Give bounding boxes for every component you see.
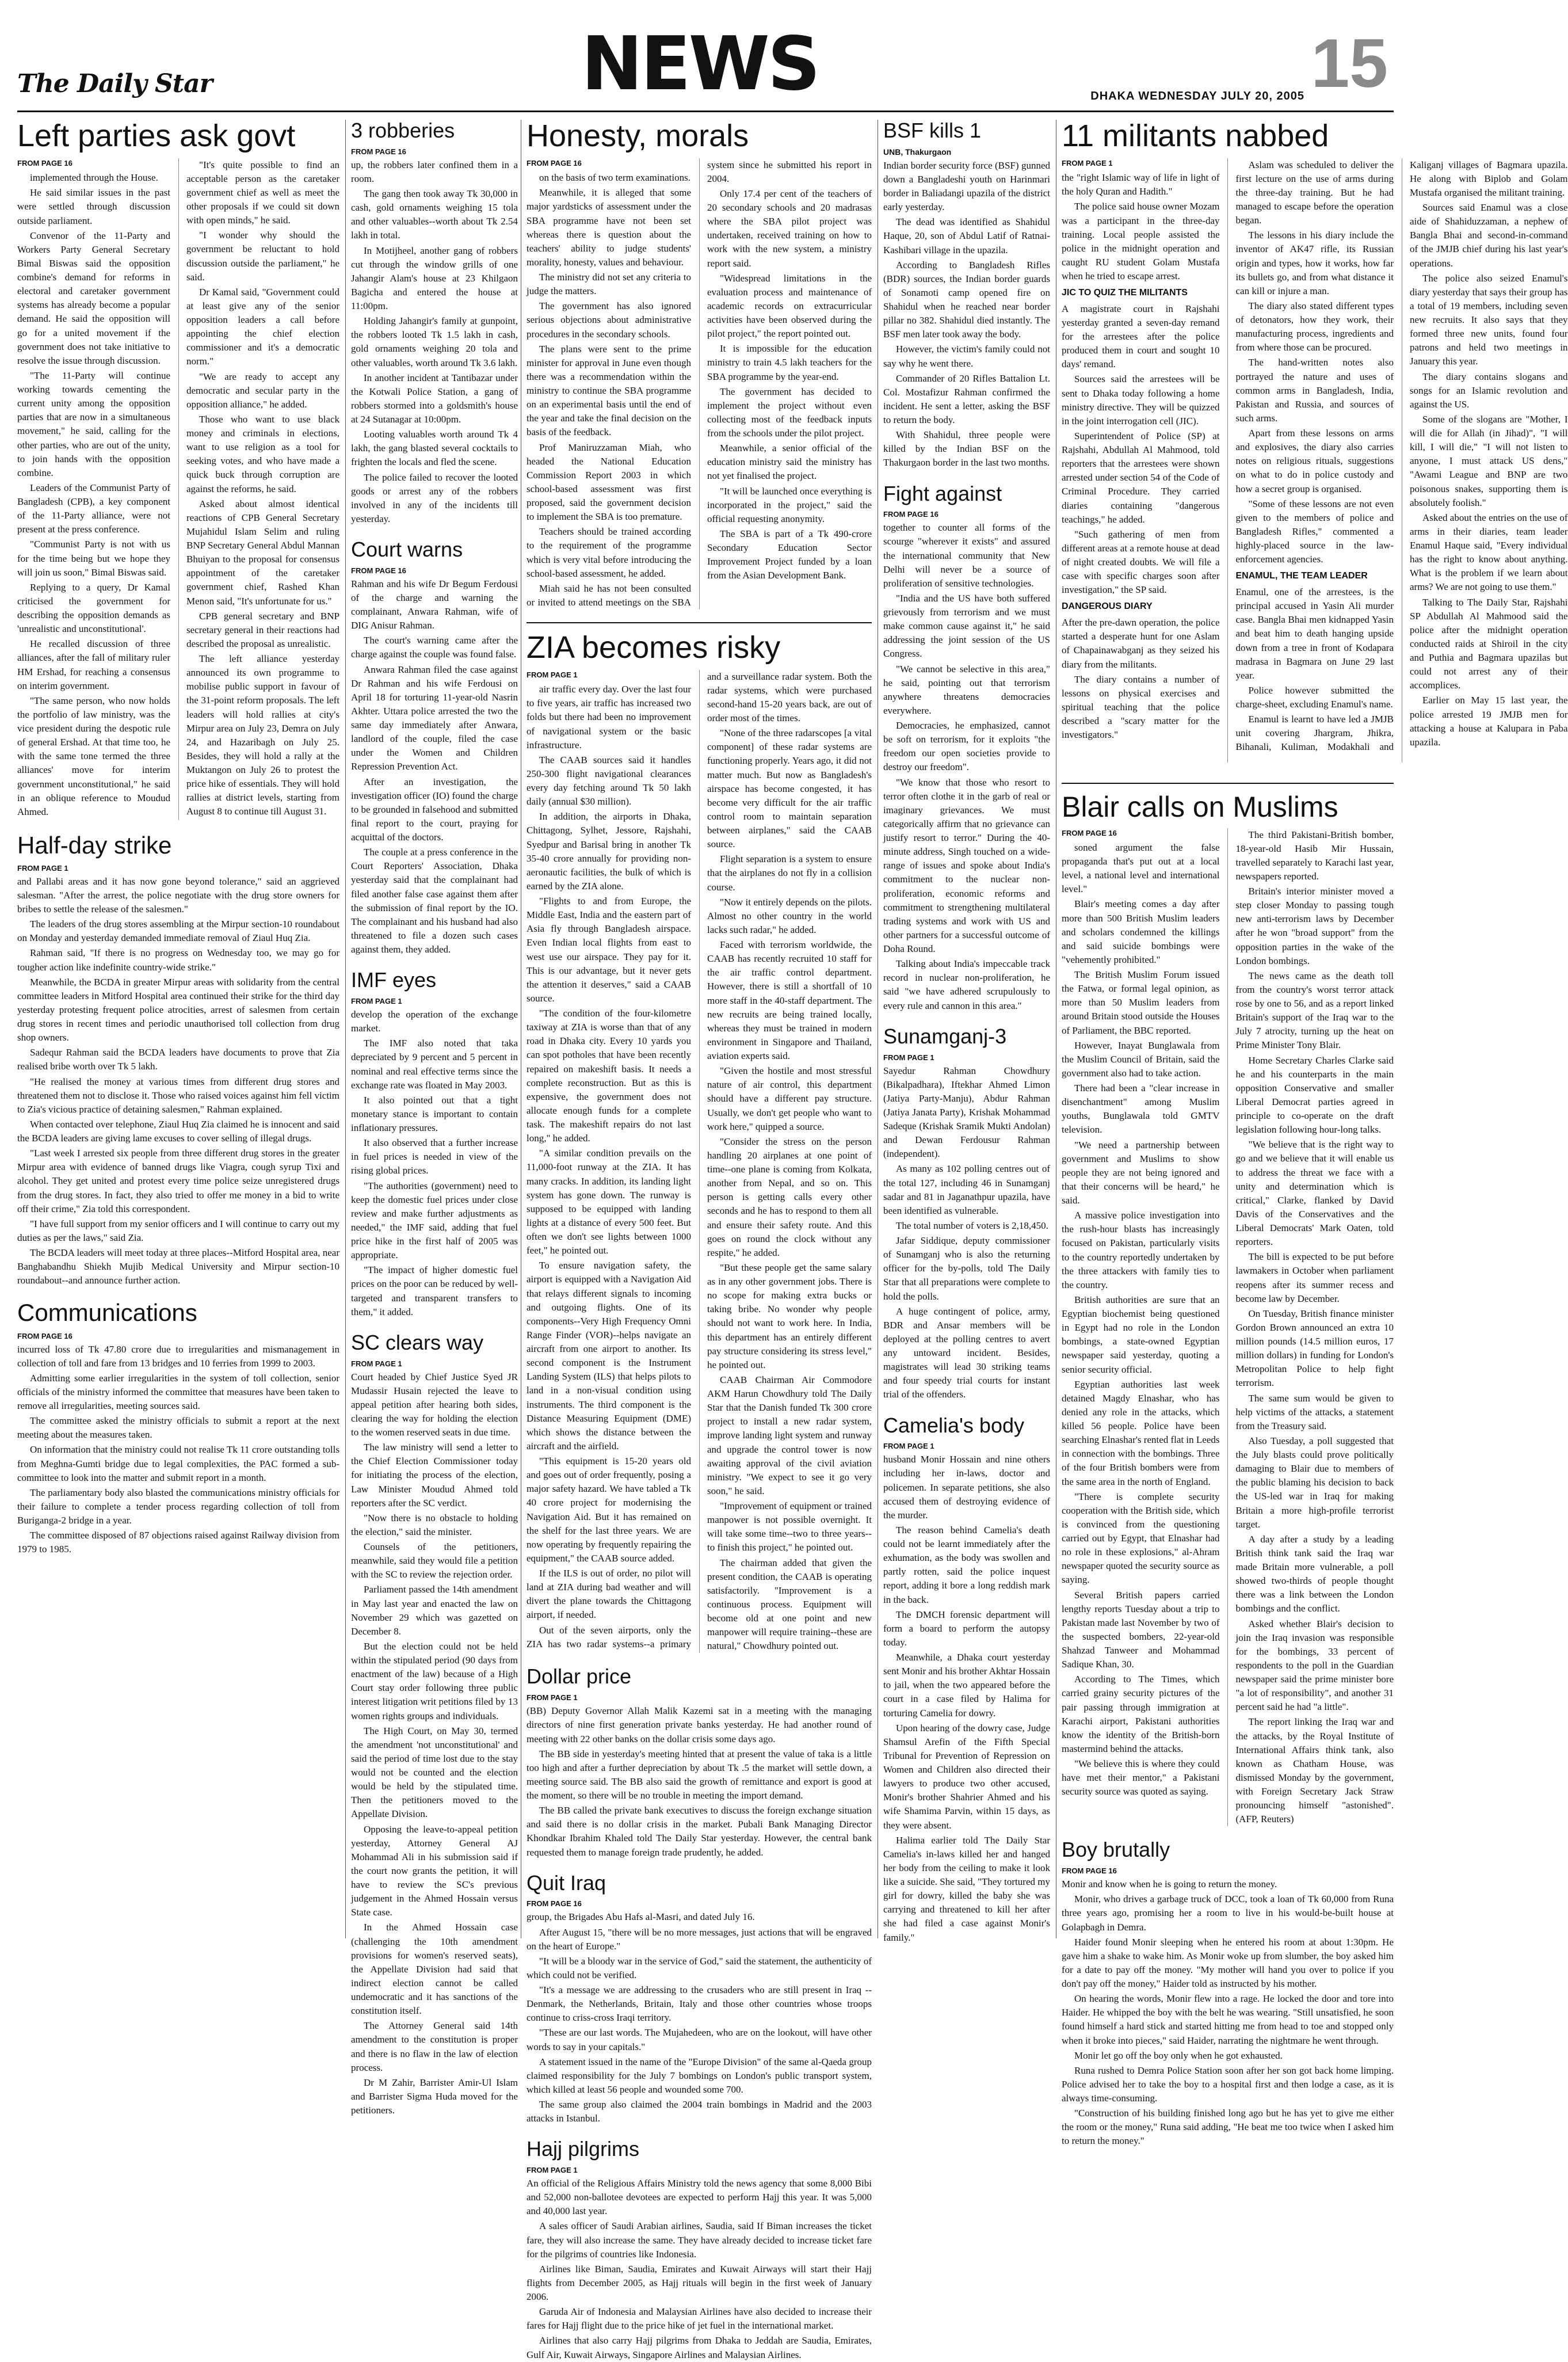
paragraph: "It's quite possible to find an acceptable person as the caretaker government chief as well as meet the other proposals if we could sit down with open minds," he said. — [186, 159, 339, 226]
story-body — [883, 521, 1050, 1012]
paragraph: Looting valuables worth around Tk 4 lakh, the gang blasted several cocktails to frighten the locals and fled the scene. — [351, 429, 518, 468]
story-body — [1062, 1877, 1394, 2148]
paragraph-group — [1062, 302, 1220, 597]
story-body — [527, 2177, 872, 2362]
paragraph: The police said house owner Mozam was a participant in the three-day training. Local people assisted the police in the midnight operation and caught RU student Golam Mustafa when he tried to escape arrest. — [1062, 201, 1220, 282]
paragraph: The reason behind Camelia's death could not be learnt immediately after the exhumation, as the body was swollen and partly rotten, said the police inquest report, adding it bore a long reddish mark in the back. — [883, 1524, 1050, 1605]
paragraph: incurred loss of Tk 47.80 crore due to irregularities and mismanagement in collection of toll and fare from 13 bridges and 10 ferries from 1999 to 2003. — [17, 1343, 339, 1369]
paragraph: The parliamentary body also blasted the communications ministry officials for their failure to complete a tender process regarding collection of toll from Buriganga-2 bridge in a year. — [17, 1487, 339, 1526]
paragraph: The ministry did not set any criteria to judge the matters. — [527, 272, 691, 297]
paragraph: "It's a message we are addressing to the crusaders who are still present in Iraq -- Denmark, the Netherlands, Britain, Italy and those other countries whose troops continue to criss-cross Iraqi territory. — [527, 1984, 872, 2024]
paragraph: The gang then took away Tk 30,000 in cash, gold ornaments weighing 15 tola and other valuables--worth about Tk 2.54 lakh in total. — [351, 188, 518, 241]
paragraph: "India and the US have both suffered grievously from terrorism and we must make common cause against it," he said addressing the joint session of the US Congress. — [883, 592, 1050, 660]
column-fourth — [883, 120, 1050, 1941]
paragraph: Talking to The Daily Star, Rajshahi SP Abdullah Al Mahmood said the police after the midnight operation conducted raids at Shiroil in the city and Puthia and Bagmara upazilas but could not arrest any of their accomplices. — [1410, 596, 1568, 691]
paragraph: Asked about the entries on the use of arms in their diaries, team leader Enamul Haque said, "Every individual has the right to know about anything. What is the problem if we learn about arms? We are not going to use them." — [1410, 512, 1568, 593]
paragraph: Jafar Siddique, deputy commissioner of Sunamganj who is also the returning officer for the by-polls, told The Daily Star that all preparations were complete to hold the polls. — [883, 1235, 1050, 1302]
paragraph: Opposing the leave-to-appeal petition yesterday, Attorney General AJ Mohammad Ali in his submission said if the court now grants the petition, it will have to review the SC's previous judgement in the Ahmed Hossain versus State case. — [351, 1823, 518, 1918]
paragraph: The BB side in yesterday's meeting hinted that at present the value of taka is a little too high and after a further depreciation by about Tk .5 the market will settle down, a meeting source said. The BB also said the growth of remittance and export is good at the moment, so there will be no trouble in meeting the import demand. — [527, 1748, 872, 1801]
paragraph: "We believe that is the right way to go and we believe that it will enable us to address the threat we face with a unity and determination which is critical," Clarke, flanked by David Davis of the Conservatives and the Liberal Democrats' Mark Oaten, told reporters. — [1235, 1139, 1394, 1248]
paragraph: However, the victim's family could not say why he went there. — [883, 344, 1050, 369]
subhead: DANGEROUS DIARY — [1062, 601, 1153, 612]
paragraph: The government has decided to implement the project without even collecting most of the feedback inputs from the schools under the pilot project. — [707, 386, 872, 439]
paragraph: Indian border security force (BSF) gunned down a Bangladeshi youth on Harinmari border in Baliadangi upazila of the district early yesterday. — [883, 159, 1050, 213]
paragraph: Prof Maniruzzaman Miah, who headed the National Education Commission Report 2003 in which school-based assessment was first proposed, said the government decision to implement the SBA is too premature. — [527, 441, 691, 523]
from-page: FROM PAGE 1 — [351, 1359, 402, 1368]
paragraph: According to Bangladesh Rifles (BDR) sources, the Indian border guards of Sonamoti camp opened fire on Shahidul when he reached near border pillar no 382. Shahidul died instantly. The BSF men later took away the body. — [883, 259, 1050, 340]
paragraph: "Construction of his building finished long ago but he has yet to give me either the room or the money," Runa said adding, "He beat me too twice when I asked him to return the money." — [1062, 2108, 1394, 2147]
paragraph: Leaders of the Communist Party of Bangladesh (CPB), a key component of the 11-Party alliance, were not present at the press conference. — [17, 482, 170, 535]
story-boy-brutally — [1062, 1839, 1394, 2148]
paragraph: "I have full support from my senior officers and I will continue to carry out my duties as per the laws," said Zia. — [17, 1218, 339, 1243]
from-page: FROM PAGE 16 — [527, 1899, 582, 1908]
paragraph: Monir, who drives a garbage truck of DCC, took a loan of Tk 60,000 from Runa three years ago, promising her a room to live in his would-be-built house at Golapbagh in Demra. — [1062, 1894, 1394, 1933]
story-body — [883, 1064, 1050, 1402]
headline: ZIA becomes risky — [527, 630, 781, 665]
story-body — [351, 1370, 518, 2118]
story-honesty-morals — [527, 120, 872, 609]
paragraph: Several British papers carried lengthy reports Tuesday about a trip to Pakistan made last November by two of the suspected bombers, 22-year-old Shahzad Tanweer and Mohammad Sadique Khan, 30. — [1062, 1589, 1220, 1670]
paragraph: The DMCH forensic department will form a board to perform the autopsy today. — [883, 1609, 1050, 1648]
paragraph: A statement issued in the name of the "Europe Division" of the same al-Qaeda group claimed responsibility for the July 7 bombings on London's public transport system, which killed at least 56 people and wounded some 700. — [527, 2056, 872, 2095]
paragraph: Meanwhile, the BCDA in greater Mirpur areas with solidarity from the central committee leaders in Mitford Hospital area continued their strike for the third day yesterday protesting frequent police atrocities, arrest of salesmen from certain drug stores in recent times and periodic unauthorised toll collection from drug shop owners. — [17, 976, 339, 1043]
paragraph: Miah said he has not been consulted or invited to attend meetings on the SBA system since he submitted his report in 2004. — [527, 159, 872, 608]
paragraph: Only 17.4 per cent of the teachers of 20 secondary schools and 20 madrasas where the SBA pilot project was undertaken, received training on how to work with the new system, a ministry report said. — [707, 188, 872, 269]
from-page: FROM PAGE 1 — [17, 863, 68, 873]
paragraph: It also pointed out that a tight monetary stance is important to contain inflationary pressures. — [351, 1094, 518, 1134]
paragraph: Sources said Enamul was a close aide of Shahiduzzaman, a nephew of Bangla Bhai and second-in-command of the JMJB chief during his last year's operations. — [1410, 202, 1568, 269]
column-center — [527, 119, 872, 2360]
subhead: ENAMUL, THE TEAM LEADER — [1235, 571, 1368, 581]
paragraph: The SBA is part of a Tk 490-crore Secondary Education Sector Improvement Project funded by a loan from the Asian Development Bank. — [707, 528, 872, 581]
paragraph: Egyptian authorities last week detained Magdy Elnashar, who has denied any role in the attacks, which killed 56 people. Police have been searching Elnashar's rented flat in Leeds in connection with the bombings. Three of the four British bombers were from the same area in the north of England. — [1062, 1378, 1220, 1487]
paragraph: develop the operation of the exchange market. — [351, 1009, 518, 1034]
paragraph: An official of the Religious Affairs Ministry told the news agency that some 8,000 Bibi and 52,000 non-ballotee devotees are expected to perform Hajj this year. It was 5,000 and 40,000 last year. — [527, 2178, 872, 2217]
paragraph: The government has also ignored serious objections about administrative procedures in the secondary schools. — [527, 300, 691, 340]
paragraph: A huge contingent of police, army, BDR and Ansar members will be deployed at the polling centres to avert any untoward incident. Besides, magistrates will lead 30 striking teams and four speedy trial courts for instant trial of the offenders. — [883, 1305, 1050, 1400]
headline: Court warns — [351, 538, 463, 562]
story-zia-risky — [527, 631, 872, 1653]
story-fight-against — [883, 483, 1050, 1013]
story-left-parties — [17, 120, 339, 820]
paragraph: The third Pakistani-British bomber, 18-year-old Hasib Mir Hussain, travelled separately to Karachi last year, newspapers reported. — [1235, 829, 1394, 882]
paragraph: Monir and know when he is going to return the money. — [1062, 1879, 1277, 1890]
story-body — [527, 158, 872, 609]
paragraph: implemented through the House. — [30, 172, 158, 184]
headline: 11 militants nabbed — [1062, 119, 1329, 153]
paragraph: On Tuesday, British finance minister Gordon Brown announced an extra 10 million pounds (14.5 million euros, 17 million dollars) in funding for London's Metropolitan Police to help fight terrorism. — [1235, 1308, 1394, 1389]
paragraph: "We believe this is where they could have met their mentor," a Pakistani security source was quoted as saying. — [1062, 1758, 1220, 1797]
story-communications — [17, 1300, 339, 1556]
headline: Camelia's body — [883, 1413, 1024, 1437]
paragraph: "This equipment is 15-20 years old and goes out of order frequently, posing a major safety hazard. We have tabled a Tk 40 crore project for modernising the Navigation Aid. But it has remained on the shelf for the last three years. We are now operating by frequently repairing the equipment," the CAAB source added. — [527, 1456, 691, 1564]
paragraph: Court headed by Chief Justice Syed JR Mudassir Husain rejected the leave to appeal petition after hearing both sides, clearing the way for holding the election to the women reserved seats in due time. — [351, 1371, 518, 1438]
paragraph: Haider found Monir sleeping when he entered his room at about 1:30pm. He gave him a shake to wake him. As Monir woke up from slumber, the boy asked him for a date to pay off the money. "My mother will hand you over to police if you don't pay off the money," Haider told as instructed by his mother. — [1062, 1936, 1394, 1990]
paragraph: "Such gathering of men from different areas at a remote house at dead of night created doubts. We will file a case with specific charges soon after investigation," the SP said. — [1062, 528, 1220, 596]
paragraph: Commander of 20 Rifles Battalion Lt. Col. Mostafizur Rahman confirmed the incident. He sent a letter, asking the BSF to return the body. — [883, 372, 1050, 426]
paragraph: Rahman said, "If there is no progress on Wednesday too, we may go for tougher action like indefinite country-wide strike." — [17, 947, 339, 973]
story-body — [527, 670, 872, 1654]
headline: Hajj pilgrims — [527, 2137, 640, 2161]
paragraph: Holding Jahangir's family at gunpoint, the robbers looted Tk 1.5 lakh in cash, gold ornaments weighing 20 tola and other valuables, worth around Tk 3.6 lakh. — [351, 315, 518, 368]
paragraph: The court's warning came after the charge against the couple was found false. — [351, 635, 518, 660]
paragraph: A day after a study by a leading British think tank said the Iraq war made Britain more vulnerable, a poll showed two-thirds of people thought there was a link between the London bombings and the conflict. — [1235, 1533, 1394, 1614]
paragraph: There had been a "clear increase in disenchantment" among Muslim youths, Bunglawala told GMTV television. — [1062, 1083, 1220, 1136]
headline: Quit Iraq — [527, 1870, 606, 1895]
story-hajj-pilgrims — [527, 2138, 872, 2361]
headline: Fight against — [883, 481, 1002, 505]
paragraph: Counsels of the petitioners, meanwhile, said they would file a petition with the SC to review the rejection order. — [351, 1541, 518, 1580]
paragraph: up, the robbers later confined them in a room. — [351, 159, 518, 184]
paragraph: A sales officer of Saudi Arabian airlines, Saudia, said If Biman increases the ticket fare, they will also increase the same. They have already decided to increase ticket fare for the pilgrims of countries like Indonesia. — [527, 2220, 872, 2260]
paragraph: The plans were sent to the prime minister for approval in June even though there was a recommendation within the ministry to continue the SBA programme on an experimental basis until the end of the year and take the final decision on the basis of the feedback. — [527, 343, 691, 438]
paragraph: After an investigation, the investigation officer (IO) found the charge to be grounded in falsehood and submitted final report to the court, praying for acquittal of the doctors. — [351, 776, 518, 843]
story-dollar-price — [527, 1666, 872, 1859]
paragraph: Democracies, he emphasized, cannot be soft on terrorism, for it exploits "the freedom our open societies provide to destroy our freedom". — [883, 720, 1050, 773]
from-page: FROM PAGE 1 — [527, 670, 578, 679]
story-body — [1062, 828, 1394, 1827]
paragraph: "Flights to and from Europe, the Middle East, India and the eastern part of Asia fly through Bangladesh airspace. Even Indian local flights from east to west use our airspace. They pay for it. This is our advantage, but it never gets the attention it deserves," said a CAAB source. — [527, 896, 691, 1004]
headline: BSF kills 1 — [883, 119, 982, 142]
paragraph: (BB) Deputy Governor Allah Malik Kazemi sat in a meeting with the managing directors of nine first generation private banks yesterday. He had another round of meeting with 22 other banks on the dollar crisis some days ago. — [527, 1705, 872, 1744]
story-body — [17, 158, 339, 820]
paragraph: The same group also claimed the 2004 train bombings in Madrid and the 2003 attacks in Istanbul. — [527, 2099, 872, 2124]
paragraph: "We cannot be selective in this area," he said, pointing out that terrorism anywhere threatens democracies everywhere. — [883, 663, 1050, 716]
paragraph: Convenor of the 11-Party and Workers Party General Secretary Bimal Biswas said the opposition combine's demand for reforms in electoral and caretaker government systems has already become a popular demand. He said the opposition will go for a united movement if the government does not take initiative to resolve the issue through discussion. — [17, 230, 170, 366]
paragraph: soned argument the false propaganda that's put out at a local level, a national level and international level." — [1062, 841, 1220, 895]
story-bsf-kills — [883, 120, 1050, 470]
from-page: FROM PAGE 16 — [883, 510, 938, 519]
paragraph: "But these people get the same salary as in any other government jobs. There is no scope for making extra bucks or taking bribe. No wonder why people should not want to work here. In India, this department has an entirely different pay structure considering its stress level," he pointed out. — [707, 1262, 872, 1370]
paragraph: The report linking the Iraq war and the attacks, by the Royal Institute of International Affairs think tank, also known as Chatham House, was dismissed Monday by the government, with Foreign Secretary Jack Straw pronouncing himself "astonished". (AFP, Reuters) — [1235, 1716, 1394, 1825]
paragraph: Halima earlier told The Daily Star Camelia's in-laws killed her and hanged her body from the ceiling to make it look like a suicide. She said, "They tortured my girl for dowry, killed the baby she was carrying and threatened to kill her after she had filed a case against Monir's family." — [883, 1834, 1050, 1943]
story-body — [883, 159, 1050, 470]
paragraph: He said similar issues in the past were settled through discussion outside parliament. — [17, 187, 170, 226]
paragraph: Replying to a query, Dr Kamal criticised the government for describing the opposition demands as 'unrealistic and unconstitutional'. — [17, 581, 170, 635]
story-body — [17, 875, 339, 1288]
paragraph: However, Inayat Bunglawala from the Muslim Council of Britain, said the government also had to take action. — [1062, 1039, 1220, 1079]
paragraph: Talking about India's impeccable track record in nuclear non-proliferation, he said "we have adhered scrupulously to every rule and cannon in this area." — [883, 958, 1050, 1011]
paragraph: Garuda Air of Indonesia and Malaysian Airlines have also decided to increase their fares for Hajj flight due to the price hike of jet fuel in the international market. — [527, 2306, 872, 2331]
paragraph: "There is complete security cooperation with the British side, which is convinced from the questioning carried out by Egypt, that Elnashar had no role in these explosions," al-Ahram newspaper quoted the security source as saying. — [1062, 1491, 1220, 1586]
paragraph: husband Monir Hossain and nine others including her in-laws, doctor and policemen. In separate petitions, she also accused them of destroying evidence of the murder. — [883, 1454, 1050, 1521]
paragraph: Some of the slogans are "Mother, I will die for Allah (in Jihad)", "I will kill, I will die," "I will not listen to anyone, I must attack US dens," "Awami League and BNP are two poisonous snakes, supporting them is absolutely foolish." — [1410, 413, 1568, 508]
story-half-day-strike — [17, 833, 339, 1288]
paragraph: "I wonder why should the government be reluctant to hold discussion outside the parliament," he said. — [186, 230, 339, 283]
paragraph: Teachers should be trained according to the requirement of the programme which is very vital before introducing the school-based assessment, he added. — [527, 526, 691, 579]
paragraph: and Pallabi areas and it has now gone beyond tolerance," said an aggrieved salesman. "After the arrest, the police negotiate with the drug store owners for bribes to settle the release of the salesmen." — [17, 875, 339, 915]
paragraph: It is impossible for the education ministry to train 4.5 lakh teachers for the SBA programme by the year-end. — [707, 343, 872, 382]
paragraph: Meanwhile, a Dhaka court yesterday sent Monir and his brother Akhtar Hossain to jail, when the two appeared before the court in a case filed by Halima for torturing Camelia for dowry. — [883, 1652, 1050, 1719]
paragraph: on the basis of two term examinations. — [539, 172, 690, 184]
story-eleven-militants — [1062, 119, 1568, 770]
paragraph: When contacted over telephone, Ziaul Huq Zia claimed he is innocent and said the BCDA leaders are giving lame excuses to cover selling of illegal drugs. — [17, 1118, 339, 1144]
paragraph: The total number of voters is 2,18,450. — [896, 1220, 1048, 1231]
paragraph: Rahman and his wife Dr Begum Ferdousi of the charge and warning the complainant, Anwara Rahman, wife of DIG Anisur Rahman. — [351, 578, 518, 631]
paragraph: "The authorities (government) need to keep the domestic fuel prices under close review and make further adjustments as needed," the IMF said, adding that fuel price hike in the first half of 2005 was appropriate. — [351, 1180, 518, 1261]
paragraph: Airlines that also carry Hajj pilgrims from Dhaka to Jeddah are Saudia, Emirates, Gulf Air, Kuwait Airways, Singapore Airlines and Malaysian Airlines. — [527, 2335, 872, 2360]
paragraph: In addition, the airports in Dhaka, Chittagong, Sylhet, Jessore, Rajshahi, Syedpur and Barisal bring in another Tk 35-40 crore annually for providing non-aeronautic facilities, the bulk of which is earned by the ZIA alone. — [527, 811, 691, 892]
from-page: FROM PAGE 1 — [883, 1053, 934, 1062]
paragraph: The police also seized Enamul's diary yesterday that says their group has a total of 19 members, including seven new recruits. It also says that they formed three new units, found four patrons and held two meetings in January this year. — [1410, 272, 1568, 367]
paragraph: The couple at a press conference in the Court Reporters' Association, Dhaka yesterday said that the complainant had filed another false case against them after the submission of final report by the IO. The complainant and his husband had also threatened to file a dozen such cases against them, they added. — [351, 847, 518, 955]
paragraph: Sadequr Rahman said the BCDA leaders have documents to prove that Zia realised bribe worth over Tk 5 lakh. — [17, 1047, 339, 1072]
headline: IMF eyes — [351, 968, 437, 992]
paragraph: "We need a partnership between government and Muslims to show people they are not being ignored and that their concerns will be heard," he said. — [1062, 1139, 1220, 1206]
paragraph: "Given the hostile and most stressful nature of air control, this department should have a different pay structure. Usually, we don't get people who want to work here," quipped a source. — [707, 1065, 872, 1132]
paragraph: Upon hearing of the dowry case, Judge Shamsul Arefin of the Fifth Special Tribunal for Prevention of Repression on Women and Children also directed their lawyers to produce two other accused, Monir's brother Shahrier Ahmed and his wife Shamima Parvin, within 15 days, as they were absent. — [883, 1722, 1050, 1831]
paragraph: CAAB Chairman Air Commodore AKM Harun Chowdhury told The Daily Star that the Danish funded Tk 300 crore project to install a new radar system, improve landing light system and runway and upgrade the control tower is now awaiting approval of the civil aviation ministry. "We expect to see it go very soon," he said. — [707, 1374, 872, 1496]
paragraph: "The impact of higher domestic fuel prices on the poor can be reduced by well-targeted and transparent transfers to them," it added. — [351, 1264, 518, 1317]
paragraph: CPB general secretary and BNP secretary general in their reactions had described the proposal as unrealistic. — [186, 610, 339, 649]
paragraph: As many as 102 polling centres out of the total 127, including 46 in Sunamganj sadar and 81 in Jaganathpur upazila, have been identified as vulnerable. — [883, 1163, 1050, 1216]
paragraph: On information that the ministry could not realise Tk 11 crore outstanding tolls from Meghna-Gumti bridge due to legal complexities, the PAC formed a sub-committee to look into the matter and submit report in a month. — [17, 1444, 339, 1483]
paragraph: Meanwhile, a senior official of the education ministry said the ministry has not yet finalised the project. — [707, 443, 872, 482]
subhead: JIC TO QUIZ THE MILITANTS — [1062, 288, 1188, 298]
paragraph: A massive police investigation into the rush-hour blasts has increasingly focused on Pakistan, particularly visits to the country reportedly undertaken by the three attackers with family ties to the country. — [1062, 1210, 1220, 1290]
story-body — [1062, 158, 1568, 763]
paragraph: The High Court, on May 30, termed the amendment 'not unconstitutional' and said the period of time lost due to the stay would not be counted and the election would be held by the stipulated time. Then the petitioners moved to the Appellate Division. — [351, 1725, 518, 1820]
paragraph: Parliament passed the 14th amendment in May last year and enacted the law on November 29 which was gazetted on December 8. — [351, 1584, 518, 1637]
paragraph: The Attorney General said 14th amendment to the constitution is proper and there is no flaw in the law of election process. — [351, 2020, 518, 2073]
paragraph: Sayedur Rahman Chowdhury (Bikalpadhara), Iftekhar Ahmed Limon (Jatiya Party-Manju), Abdur Rahman (Jatiya Janata Party), Krishak Mohammad Sadeque (Krishak Sramik Mukti Andolan) and Dewan Ferdousur Rahman (independent). — [883, 1065, 1050, 1160]
paragraph: Blair's meeting comes a day after more than 500 British Muslim leaders and scholars condemned the killings and said suicide bombings were "vehemently prohibited." — [1062, 898, 1220, 965]
paragraph: The news came as the death toll from the country's worst terror attack rose by one to 56, and as a report linked Britain's support of the Iraq war to the July 7 atrocity, turning up the heat on Prime Minister Tony Blair. — [1235, 970, 1394, 1051]
paragraph: Meanwhile, it is alleged that some major yardsticks of assessment under the SBA programme have not been set whereas there is question about the teachers' ability to judge students' morality, honesty, values and behaviour. — [527, 187, 691, 268]
paragraph: It also observed that a further increase in fuel prices is needed in view of the rising global prices. — [351, 1137, 518, 1176]
column-second — [351, 119, 518, 2116]
paragraph: In the Ahmed Hossain case (challenging the 10th amendment provisions for women's reserved seats), the Appellate Division had said that indirect election cannot be called undemocratic and it has sanctions of the constitution itself. — [351, 1922, 518, 2017]
column-left — [17, 120, 339, 1941]
story-body — [351, 158, 518, 526]
story-sunamganj — [883, 1026, 1050, 1402]
from-page: FROM PAGE 1 — [351, 997, 402, 1006]
paragraph: "A similar condition prevails on the 11,000-foot runway at the ZIA. It has many cracks. In addition, its landing light system has gone down. The runway is supposed to be equipped with landing lights at a distance of every 500 feet. But often we don't see lights between 1000 feet," he pointed out. — [527, 1148, 691, 1256]
paragraph: "The 11-Party will continue working towards cementing the current unity among the opposition parties that are now in a simultaneous movement," he said, calling for the other parties, who are out of the unity, to join hands with the opposition combine. — [17, 369, 170, 478]
story-body — [527, 1704, 872, 1859]
from-page: FROM PAGE 16 — [17, 158, 73, 167]
headline: Sunamganj-3 — [883, 1024, 1007, 1048]
paragraph: The law ministry will send a letter to the Chief Election Commissioner today for initiating the process of the election, Law Minister Moudud Ahmed told reporters after the SC verdict. — [351, 1442, 518, 1508]
paragraph: The committee asked the ministry officials to submit a report at the next meeting about the measures taken. — [17, 1415, 339, 1441]
paragraph: To ensure navigation safety, the airport is equipped with a Navigation Aid that relays different signals to incoming and outgoing flights. One of its components--Very High Frequency Omni Range Finder (VOR)--helps navigate an aircraft from one airport to another. Its second component is the Instrument Landing System (ILS) that helps pilots to land in a non-visual condition using instruments. The third component is the Distance Measuring Equipment (DME) which shows the distance between the aircraft and the airfield. — [527, 1260, 691, 1452]
paragraph: He recalled discussion of three alliances, after the fall of military ruler HM Ershad, for reaching a consensus on interim government. — [17, 638, 170, 691]
paragraph: The bill is expected to be put before lawmakers in October when parliament reopens after its summer recess and become law by December. — [1235, 1251, 1394, 1304]
paragraph: Home Secretary Charles Clarke said he and his counterparts in the main opposition Conservative and smaller Liberal Democrat parties agreed in principle to co-operate on the draft legislation following hour-long talks. — [1235, 1054, 1394, 1136]
headline: SC clears way — [351, 1330, 484, 1354]
byline: UNB, Thakurgaon — [883, 147, 952, 157]
story-imf-eyes — [351, 969, 518, 1319]
paragraph: Police however submitted the charge-sheet, excluding Enamul's name. — [1235, 684, 1394, 710]
section-rule — [1062, 783, 1394, 784]
masthead-rule — [17, 111, 1394, 112]
paragraph: The hand-written notes also portrayed the nature and uses of common arms in Bangladesh, India, Pakistan and Russia, and sources of such arms. — [1235, 357, 1394, 424]
headline: Half-day strike — [17, 831, 172, 859]
paragraph: After August 15, "there will be no more messages, just actions that will be engraved on the heart of Europe." — [527, 1926, 872, 1952]
paragraph: The BCDA leaders will meet today at three places--Mitford Hospital area, near Banghabandhu Shiekh Mujib Medical University and Mirpur section-10 roundabout--and announce further action. — [17, 1247, 339, 1286]
paragraph: "It will be a bloody war in the service of God," said the statement, the authenticity of which could not be verified. — [527, 1955, 872, 1980]
paragraph: A magistrate court in Rajshahi yesterday granted a seven-day remand for the arrestees after the police produced them in court and sought 10 days' remand. — [1062, 303, 1220, 370]
paragraph: Asked about almost identical reactions of CPB General Secretary Mujahidul Islam Selim and ruling BNP Secretary General Abdul Mannan Bhuiyan to the proposal for consensus appointment of the caretaker government chief, Rashed Khan Menon said, "It's unfortunate for us." — [186, 498, 339, 607]
paragraph: Admitting some earlier irregularities in the system of toll collection, senior officials of the ministry informed the committee that measures have been taken to remove all irregularities, meeting sources said. — [17, 1372, 339, 1412]
paragraph: In another incident at Tantibazar under the Kotwali Police Station, a gang of robbers stormed into a goldsmith's house at 24 Sutanagar at 10:00pm. — [351, 372, 518, 425]
from-page: FROM PAGE 1 — [883, 1442, 934, 1451]
paragraph: "Now there is no obstacle to holding the election," said the minister. — [351, 1512, 518, 1537]
section-title: NEWS — [581, 21, 818, 107]
from-page: FROM PAGE 16 — [17, 1331, 73, 1340]
paragraph: the "right Islamic way of life in light of the holy Quran and Hadith." — [1062, 172, 1220, 197]
from-page: FROM PAGE 1 — [1062, 158, 1113, 167]
paragraph: Also Tuesday, a poll suggested that the July blasts could prove politically damaging to Blair due to members of the public blaming his decision to back the US-led war in Iraq for making Britain a more high-profile terrorist target. — [1235, 1435, 1394, 1530]
paragraph: Asked whether Blair's decision to join the Iraq invasion was responsible for the bombings, 33 percent of respondents to the poll in the Guardian newspaper said the prime minister bore "a lot of responsibility", and another 31 percent said he had "a little". — [1235, 1618, 1394, 1713]
headline: Dollar price — [527, 1664, 632, 1689]
paragraph: On hearing the words, Monir flew into a rage. He locked the door and tore into Haider. He whipped the boy with the belt he was wearing. "Still unsatisfied, he soon found himself a hard stick and started hitting me from head to toe and stopped only when it broke into pieces," said Haider, narrating the nightmare he went through. — [1062, 1993, 1394, 2046]
paragraph: But the election could not be held within the stipulated period (90 days from enactment of the law) because of a High Court stay order following three public interest litigation writ petitions filed by 13 women rights groups and individuals. — [351, 1640, 518, 1721]
headline: Boy brutally — [1062, 1838, 1170, 1862]
story-camelia-body — [883, 1415, 1050, 1945]
paragraph: "Improvement of equipment or trained manpower is not possible overnight. It will take some time--two to three years--to finish this project," he pointed out. — [707, 1500, 872, 1553]
paragraph: Faced with terrorism worldwide, the CAAB has recently recruited 10 staff for the air traffic control department. However, there is still a shortfall of 10 more staff in the 40-staff department. The new recruits are being trained locally, whereas they must be trained in modern environment in Singapore and Thailand, aviation experts said. — [707, 939, 872, 1062]
paragraph: Britain's interior minister moved a step closer Monday to passing tough new anti-terrorism laws by December after he won "broad support" from the opposition parties in the wake of the London bombings. — [1235, 886, 1394, 966]
paragraph: Monir let go off the boy only when he got exhausted. — [1074, 2049, 1283, 2061]
paragraph: The BB called the private bank executives to discuss the foreign exchange situation and said there is no dollar crisis in the market. Pubali Bank Managing Director Khondkar Ibrahim Khaled told The Daily Star yesterday. However, the central bank requested them to manage foreign trade prudently, he added. — [527, 1805, 872, 1858]
paragraph: The CAAB sources said it handles 250-300 flight navigational clearances every day fetching around Tk 50 lakh daily (annual $30 million). — [527, 754, 691, 807]
paragraph: The left alliance yesterday announced its own programme to mobilise public support in favour of the 31-point reform proposals. The left leaders will hold rallies at city's Mirpur area on July 23, Demra on July 24, and Hazaribagh on July 25. Besides, they will hold a rally at the Muktangon on July 26 to protest the price hike of essentials. They will hold rallies at district levels, starting from August 8 to continue till August 31. — [186, 653, 339, 817]
paragraph: Aslam was scheduled to deliver the first lecture on the use of arms during the three-day training. But he had managed to escape before the operation began. — [1235, 159, 1394, 226]
headline: Blair calls on Muslims — [1062, 791, 1338, 823]
newspaper-logo: The Daily Star — [17, 69, 212, 98]
from-page: FROM PAGE 1 — [527, 1693, 578, 1702]
story-body — [351, 577, 518, 957]
story-body — [351, 1008, 518, 1319]
paragraph: The chairman added that given the present condition, the CAAB is operating satisfactorily. "Improvement is a continuous process. Equipment will become old at one point and new manpower will require training--these are natural," Chowdhury pointed out. — [707, 1557, 872, 1652]
paragraph: Anwara Rahman filed the case against Dr Rahman and his wife Ferdousi on April 18 for torturing 11-year-old Nasrin Akhter. Uttara police arrested the two the same day immediately after Anwara, landlord of the couple, filed the case under the Women and Children Repression Prevention Act. — [351, 664, 518, 772]
paragraph: "These are our last words. The Mujahedeen, who are on the lookout, will have other words to say in your capitals." — [527, 2027, 872, 2052]
paragraph: "Some of these lessons are not even given to the members of police and Bangladesh Rifles," commented a highly-placed source in the law-enforcement agencies. — [1235, 498, 1394, 565]
paragraph: "We know that those who resort to terror often clothe it in the garb of real or imaginary grievances. We must categorically affirm that no grievance can justify resort to terror." During the 40-minute address, Singh touched on a wide-range of issues and spoke about India's commitment to the nuclear non-proliferation, economic reforms and commitment to strengthening multilateral trading systems and work with US and other partners for a successful outcome of Doha Round. — [883, 776, 1050, 955]
paragraph: The lessons in his diary include the inventor of AK47 rifle, its Russian origin and types, how it works, how far its bullets go, and from what distance it can kill or injure a man. — [1235, 230, 1394, 296]
dateline: DHAKA WEDNESDAY JULY 20, 2005 — [1090, 90, 1304, 102]
paragraph: The police failed to recover the looted goods or arrest any of the robbers involved in any of the incidents till yesterday. — [351, 471, 518, 524]
paragraph-group — [1062, 171, 1220, 283]
column-right — [1062, 119, 1568, 2147]
paragraph: The same sum would be given to help victims of the attacks, a statement from the Treasury said. — [1235, 1392, 1394, 1431]
paragraph: "Now it entirely depends on the pilots. Almost no other country in the world lacks such radar," he added. — [707, 896, 872, 935]
paragraph: British authorities are sure that an Egyptian biochemist being questioned in Egypt had no role in the London bombings, a state-owned Egyptian newspaper said yesterday, quoting a senior security official. — [1062, 1294, 1220, 1375]
from-page: FROM PAGE 16 — [351, 566, 406, 575]
paragraph: Out of the seven airports, only the ZIA has two radar systems--a primary and a surveillance radar system. Both the radar systems, which were purchased second-hand 15-20 years back, are out of order most of the times. — [527, 670, 872, 1649]
paragraph: "Widespread limitations in the evaluation process and maintenance of academic records on extracurricular activities have been observed during the pilot project," the report pointed out. — [707, 272, 872, 340]
paragraph: "It will be launched once everything is incorporated in the project," said the official requesting anonymity. — [707, 485, 872, 524]
story-body — [883, 1453, 1050, 1944]
paragraph: Those who want to use black money and criminals in elections, want to use religion as a tool for seeking votes, and who have made a quick buck through corruption are against the reforms, he said. — [186, 413, 339, 494]
paragraph: The leaders of the drug stores assembling at the Mirpur section-10 roundabout on Monday and yesterday demanded immediate removal of Ziaul Huq Zia. — [17, 919, 339, 944]
story-quit-iraq — [527, 1872, 872, 2126]
headline: Left parties ask govt — [17, 119, 296, 153]
paragraph: Runa rushed to Demra Police Station soon after her son got back home limping. Police advised her to take the boy to a hospital first and then lodge a case, as it is always time-consuming. — [1062, 2064, 1394, 2104]
paragraph: "The same person, who now holds the portfolio of law ministry, was the vice president during the despotic rule of general Ershad. At that time too, he with the same tone termed the three alliances' move for interim government unconstitutional," he said in an oblique reference to Moudud Ahmed. — [17, 695, 170, 817]
paragraph: The committee disposed of 87 objections raised against Railway division from 1979 to 1985. — [17, 1530, 339, 1555]
paragraph: "Consider the stress on the person handling 20 airplanes at one point of time--one plane is coming from Kolkata, another from Nepal, and so on. This person is getting calls every other seconds and he has to respond to them all and ensure their safety route. And this goes on round the clock without any respite," he added. — [707, 1136, 872, 1258]
paragraph: The diary also stated different types of detonators, how they work, their manufacturing process, ingredients and from where those can be procured. — [1235, 300, 1394, 353]
paragraph: group, the Brigades Abu Hafs al-Masri, and dated July 16. — [527, 1911, 755, 1923]
paragraph: "Last week I arrested six people from three different drug stores in the greater Mirpur area with evidence of banned drugs like Viagra, cough syrup Tixi and alcohol. They get united and protest every time police seize unregistered drugs from the drug stores. In fact, they also tried to offer me money in a bid to write off their crime," Zia told this correspondent. — [17, 1148, 339, 1214]
paragraph: Earlier on May 15 last year, the police arrested 19 JMJB men for attacking a house at Kalupara in Paba upazila. — [1410, 695, 1568, 748]
paragraph: According to The Times, which carried grainy security pictures of the pair passing through immigration at Karachi airport, Pakistani authorities know the identity of the British-born mastermind behind the attacks. — [1062, 1674, 1220, 1754]
story-court-warns — [351, 539, 518, 957]
paragraph: The IMF also noted that taka depreciated by 9 percent and 5 percent in nominal and real effective terms since the exchange rate was floated in May 2003. — [351, 1038, 518, 1091]
story-body — [17, 1343, 339, 1557]
from-page: FROM PAGE 16 — [527, 158, 582, 167]
paragraph: air traffic every day. Over the last four to five years, air traffic has increased two folds but there had been no improvement of navigational system or the basic infrastructure. — [527, 684, 691, 750]
story-sc-clears-way — [351, 1332, 518, 2117]
paragraph: The dead was identified as Shahidul Haque, 20, son of Abdul Latif of Ratnai-Kashibari village in the upazila. — [883, 216, 1050, 256]
story-three-robberies — [351, 120, 518, 526]
headline: Honesty, morals — [527, 119, 749, 153]
from-page: FROM PAGE 16 — [351, 147, 406, 156]
paragraph: The diary contains slogans and songs for an Islamic revolution and against the US. — [1410, 371, 1568, 410]
paragraph: "The condition of the four-kilometre taxiway at ZIA is worse than that of any road in Dhaka city. Every 10 yards you can spot potholes that have been recently repaired on makeshift basis. It needs a complete reconstruction. But as this is expensive, the government does not allocate enough funds for a complete task. The makeshift repairs do not last long," he added. — [527, 1008, 691, 1144]
paragraph: "None of the three radarscopes [a vital component] of these radar systems are functioning properly. Years ago, it did not matter much. But now as Bangladesh's airspace has become congested, it has become very difficult for the air traffic control room to maintain separation between airplanes," said the CAAB source. — [707, 727, 872, 850]
from-page: FROM PAGE 16 — [1062, 1866, 1117, 1876]
story-blair-muslims — [1062, 792, 1394, 1826]
headline: Communications — [17, 1299, 197, 1327]
from-page: FROM PAGE 16 — [1062, 828, 1117, 837]
paragraph: The British Muslim Forum issued the Fatwa, or formal legal opinion, as more than 50 Muslim leaders from around Britain stood outside the Houses of Parliament, the BBC reported. — [1062, 969, 1220, 1036]
paragraph: "He realised the money at various times from different drug stores and threatened them not to disclose it. Those who raised voices against him fell victim to Zia's vicious practice of detaining salesmen," Rahman explained. — [17, 1076, 339, 1115]
masthead — [17, 12, 1394, 109]
paragraph: Apart from these lessons on arms and explosives, the diary also carries notes on religious rituals, suggestions on what to do in police custody and how a secret group is organised. — [1235, 428, 1394, 494]
paragraph: If the ILS is out of order, no pilot will land at ZIA during bad weather and will divert the plane towards the Chittagong airport, if needed. — [527, 1568, 691, 1621]
paragraph: "Communist Party is not with us for the time being but we hope they will join us soon," Bimal Biswas said. — [17, 539, 170, 578]
paragraph: Dr M Zahir, Barrister Amir-Ul Islam and Barrister Sigma Huda moved for the petitioners. — [351, 2077, 518, 2116]
paragraph: In Motijheel, another gang of robbers cut through the window grills of one Jahangir Alam's house at 23 Khilgaon Bagicha and entered the house at 11:00pm. — [351, 245, 518, 312]
page-number: 15 — [1311, 25, 1388, 102]
story-body — [527, 1910, 872, 2125]
paragraph: Dr Kamal said, "Government could at least give any of the senior opposition leaders a call before appointing the chief election commissioner and it's a democratic norm." — [186, 286, 339, 367]
paragraph: "We are ready to accept any democratic and secular party in the opposition alliance," he added. — [186, 371, 339, 410]
paragraph: Enamul, one of the arrestees, is the principal accused in Yasin Ali murder case. Bangla Bhai men kidnapped Yasin and beat him to death hanging upside down from a tree in front of Kodapara madrasa in Bagmara on June 29 last year. — [1235, 586, 1394, 681]
from-page: FROM PAGE 1 — [527, 2166, 578, 2175]
paragraph: With Shahidul, three people were killed by the Indian BSF on the Thakurgaon border in the last two months. — [883, 429, 1050, 468]
paragraph: The diary contains a number of lessons on physical exercises and spiritual teaching that the police described a "scary matter for the investigators." — [1062, 673, 1220, 741]
paragraph: Flight separation is a system to ensure that the airplanes do not fly in a collision course. — [707, 854, 872, 893]
paragraph: Airlines like Biman, Saudia, Emirates and Kuwait Airways will start their Hajj flights from December 2005, as Hajj rituals will begin in the first week of January 2006. — [527, 2263, 872, 2303]
paragraph: together to counter all forms of the scourge "wherever it exists" and assured the international community that New Delhi will never be a source of proliferation of sensitive technologies. — [883, 522, 1050, 589]
paragraph: After the pre-dawn operation, the police started a desperate hunt for one Aslam of Chapainawabganj as they seized his diary from the militants. — [1062, 617, 1220, 670]
headline: 3 robberies — [351, 119, 455, 142]
paragraph: Enamul is learnt to have led a JMJB unit covering Jhargram, Jhikra, Bihanali, Kuliman, Modakhali and Kaliganj villages of Bagmara upazila. He along with Biplob and Golam Mustafa organised the militant training. — [1235, 159, 1568, 753]
paragraph: Superintendent of Police (SP) at Rajshahi, Abdullah Al Mahmood, told reporters that the arrestees were shown arrested under section 54 of the Code of Criminal Procedure. They carried diaries containing "dangerous teachings," he added. — [1062, 430, 1220, 525]
paragraph: Sources said the arrestees will be sent to Dhaka today following a home ministry directive. They will be quizzed in the joint interrogation cell (JIC). — [1062, 374, 1220, 426]
section-rule — [527, 622, 872, 623]
column-divider — [345, 120, 346, 1938]
